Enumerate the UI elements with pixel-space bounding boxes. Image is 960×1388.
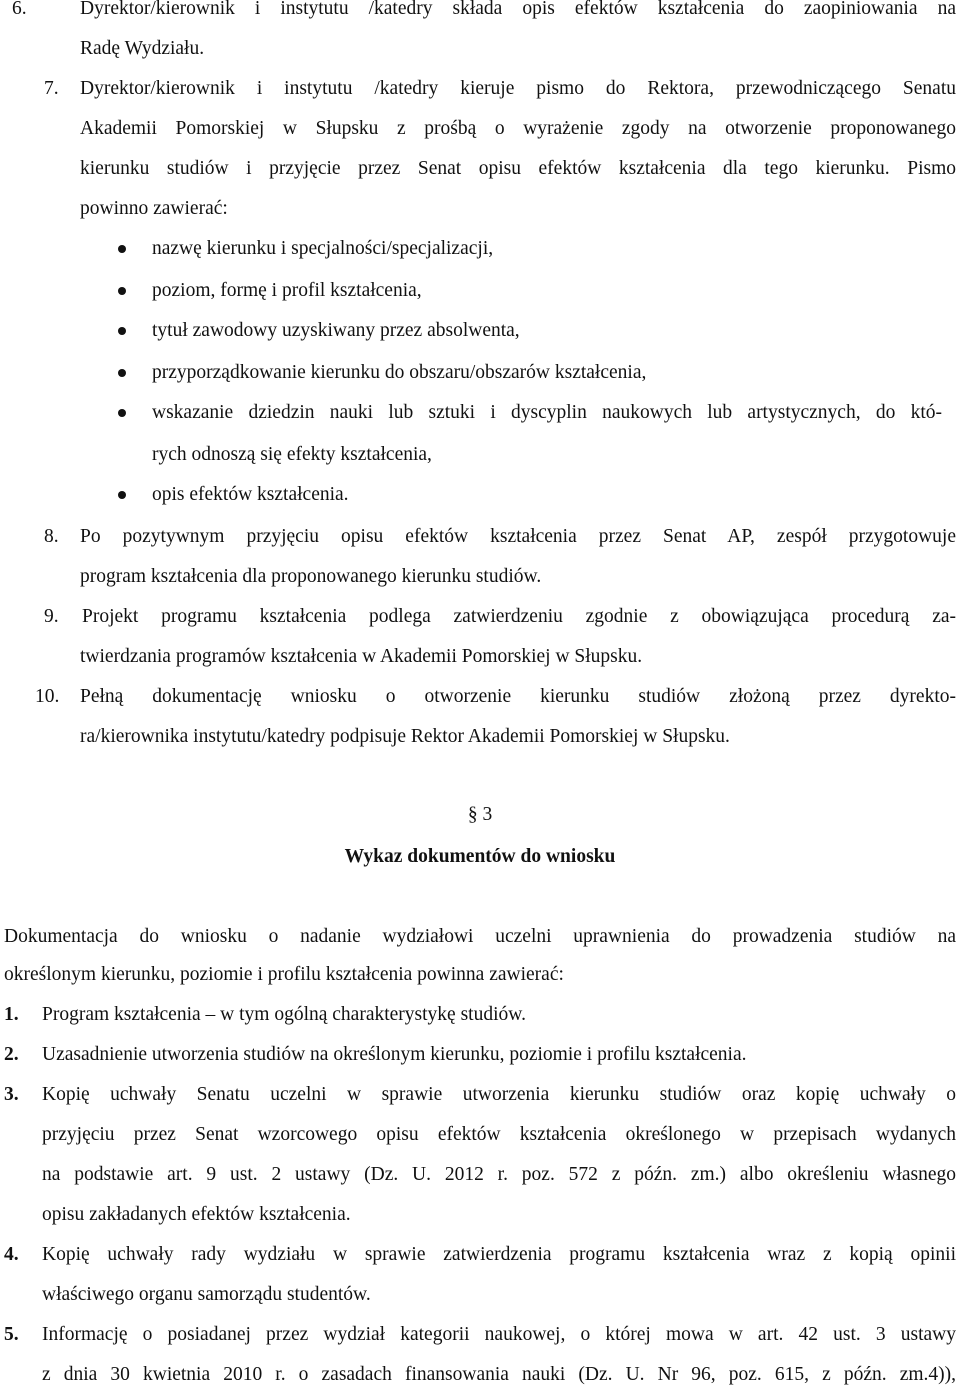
section-title: Wykaz dokumentów do wniosku [344, 846, 616, 867]
bullet-icon [118, 245, 126, 253]
bullet-text: rych odnoszą się efekty kształcenia, [152, 444, 432, 465]
list-item-text: program kształcenia dla proponowanego kierunku studiów. [80, 566, 542, 587]
bullet-icon [118, 327, 126, 335]
intro-text: określonym kierunku, poziomie i profilu kształcenia powinna zawierać: [4, 964, 564, 985]
list-item-text: powinno zawierać: [80, 198, 228, 219]
list-item-text: Dyrektor/kierownik i instytutu /katedry kieruje pismo do Rektora, przewodniczącego Senatu [80, 78, 956, 99]
list-item-text: na podstawie art. 9 ust. 2 ustawy (Dz. U. 2012 r. poz. 572 z późn. zm.) albo określeniu własnego [42, 1164, 956, 1185]
list-item-text: z dnia 30 kwietnia 2010 r. o zasadach finansowania nauki (Dz. U. Nr 96, poz. 615, z późn. zm.4)), [42, 1364, 956, 1385]
section-number-value: 3 [482, 804, 493, 825]
section-symbol: § [467, 804, 478, 825]
list-item-number: 10. [35, 686, 60, 707]
bullet-text: opis efektów kształcenia. [152, 484, 349, 505]
list-item-text: Program kształcenia – w tym ogólną charakterystykę studiów. [42, 1004, 526, 1025]
list-item-text: Akademii Pomorskiej w Słupsku z prośbą o wyrażenie zgody na otworzenie proponowanego [80, 118, 956, 139]
bullet-text: przyporządkowanie kierunku do obszaru/obszarów kształcenia, [152, 362, 647, 383]
bullet-text: wskazanie dziedzin nauki lub sztuki i dyscyplin naukowych lub artystycznych, do któ- [152, 402, 942, 423]
list-item-text: Pełną dokumentację wniosku o otworzenie kierunku studiów złożoną przez dyrekto- [80, 686, 956, 707]
list-item-text: kierunku studiów i przyjęcie przez Senat opisu efektów kształcenia dla tego kierunku. Pismo [80, 158, 956, 179]
list-item-text: Dyrektor/kierownik i instytutu /katedry składa opis efektów kształcenia do zaopiniowania na [80, 0, 956, 19]
list-item-number: 1. [4, 1004, 19, 1025]
bullet-icon [118, 409, 126, 417]
list-item-text: opisu zakładanych efektów kształcenia. [42, 1204, 351, 1225]
intro-text: Dokumentacja do wniosku o nadanie wydziałowi uczelni uprawnienia do prowadzenia studiów na [4, 926, 956, 947]
bullet-text: nazwę kierunku i specjalności/specjalizacji, [152, 238, 494, 259]
section-number [0, 803, 960, 827]
list-item-text: Projekt programu kształcenia podlega zatwierdzeniu zgodnie z obowiązująca procedurą za- [82, 606, 956, 627]
list-item-text: Uzasadnienie utworzenia studiów na określonym kierunku, poziomie i profilu kształcenia. [42, 1044, 747, 1065]
list-item-text: twierdzania programów kształcenia w Akademii Pomorskiej w Słupsku. [80, 646, 643, 667]
list-item-text: Kopię uchwały rady wydziału w sprawie zatwierdzenia programu kształcenia wraz z kopią opinii [42, 1244, 956, 1265]
list-item-text: ra/kierownika instytutu/katedry podpisuje Rektor Akademii Pomorskiej w Słupsku. [80, 726, 730, 747]
list-item-number: 9. [44, 606, 59, 627]
list-item-number: 6. [12, 0, 27, 19]
bullet-icon [118, 491, 126, 499]
list-item-text: przyjęciu przez Senat wzorcowego opisu efektów kształcenia określonego w przepisach wydanych [42, 1124, 956, 1145]
bullet-text: poziom, formę i profil kształcenia, [152, 280, 422, 301]
list-item-number: 3. [4, 1084, 19, 1105]
list-item-number: 4. [4, 1244, 19, 1265]
list-item-text: Kopię uchwały Senatu uczelni w sprawie utworzenia kierunku studiów oraz kopię uchwały o [42, 1084, 956, 1105]
list-item-number: 5. [4, 1324, 19, 1345]
bullet-text: tytuł zawodowy uzyskiwany przez absolwenta, [152, 320, 520, 341]
list-item-text: Informację o posiadanej przez wydział kategorii naukowej, o której mowa w art. 42 ust. 3 ustawy [42, 1324, 956, 1345]
bullet-icon [118, 287, 126, 295]
list-item-text: Po pozytywnym przyjęciu opisu efektów kształcenia przez Senat AP, zespół przygotowuje [80, 526, 956, 547]
list-item-number: 8. [44, 526, 59, 547]
list-item-text: Radę Wydziału. [80, 38, 205, 59]
list-item-number: 7. [44, 78, 59, 99]
bullet-icon [118, 369, 126, 377]
list-item-number: 2. [4, 1044, 19, 1065]
list-item-text: właściwego organu samorządu studentów. [42, 1284, 371, 1305]
